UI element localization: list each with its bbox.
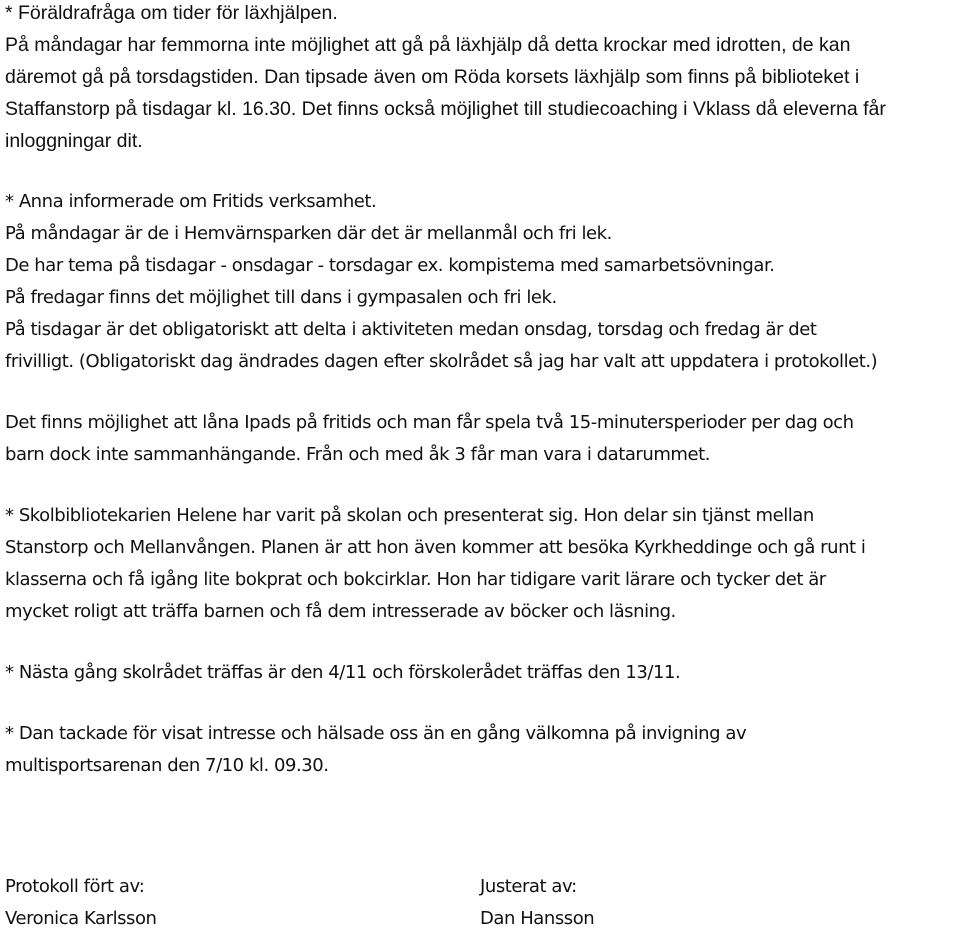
paragraph-line: multisportsarenan den 7/10 kl. 09.30. [5,755,329,776]
paragraph-line: På tisdagar är det obligatoriskt att delta i aktiviteten medan onsdag, torsdag och fredag är det [5,319,817,340]
paragraph-line: Det finns möjlighet att låna Ipads på fritids och man får spela två 15-minutersperioder per dag och [5,412,854,433]
protocol-name: Veronica Karlsson [5,908,157,929]
section-fritids [5,186,955,378]
paragraph-line: De har tema på tisdagar - onsdagar - torsdagar ex. kompistema med samarbetsövningar. [5,255,775,276]
section-heading: * Föräldrafråga om tider för läxhjälpen. [5,2,338,24]
section-ipads [5,407,955,471]
document-body [5,0,955,782]
paragraph-line: däremot gå på torsdagstiden. Dan tipsade även om Röda korsets läxhjälp som finns på biblioteket i [5,66,860,88]
protocol-label: Protokoll fört av: [5,876,145,897]
checked-name: Dan Hansson [480,908,595,929]
section-homework-help [5,0,955,157]
paragraph-line: klasserna och få igång lite bokprat och bokcirklar. Hon har tidigare varit lärare och tycker det är [5,569,826,590]
section-closing [5,718,955,782]
paragraph-line: Stanstorp och Mellanvången. Planen är att hon även kommer att besöka Kyrkheddinge och gå runt i [5,537,866,558]
protocol-signature [5,871,157,935]
section-heading: * Anna informerade om Fritids verksamhet. [5,191,377,212]
paragraph-line: På fredagar finns det möjlighet till dans i gympasalen och fri lek. [5,287,557,308]
paragraph-line: mycket roligt att träffa barnen och få dem intresserade av böcker och läsning. [5,601,676,622]
section-next-meeting [5,657,955,689]
paragraph-line: inloggningar dit. [5,130,143,152]
section-school-librarian [5,500,955,628]
paragraph-line: frivilligt. (Obligatoriskt dag ändrades dagen efter skolrådet så jag har valt att uppdatera i protokollet.) [5,351,878,372]
section-heading: * Skolbibliotekarien Helene har varit på skolan och presenterat sig. Hon delar sin tjänst mellan [5,505,814,526]
checked-signature [480,871,594,935]
paragraph-line: På måndagar är de i Hemvärnsparken där det är mellanmål och fri lek. [5,223,612,244]
paragraph-line: Staffanstorp på tisdagar kl. 16.30. Det finns också möjlighet till studiecoaching i Vklass då eleverna får [5,98,886,120]
paragraph-line: barn dock inte sammanhängande. Från och med åk 3 får man vara i datarummet. [5,444,710,465]
section-heading: * Dan tackade för visat intresse och hälsade oss än en gång välkomna på invigning av [5,723,747,744]
paragraph-line: På måndagar har femmorna inte möjlighet att gå på läxhjälp då detta krockar med idrotten, de kan [5,34,851,56]
checked-label: Justerat av: [480,876,577,897]
section-heading: * Nästa gång skolrådet träffas är den 4/11 och förskolerådet träffas den 13/11. [5,662,681,683]
